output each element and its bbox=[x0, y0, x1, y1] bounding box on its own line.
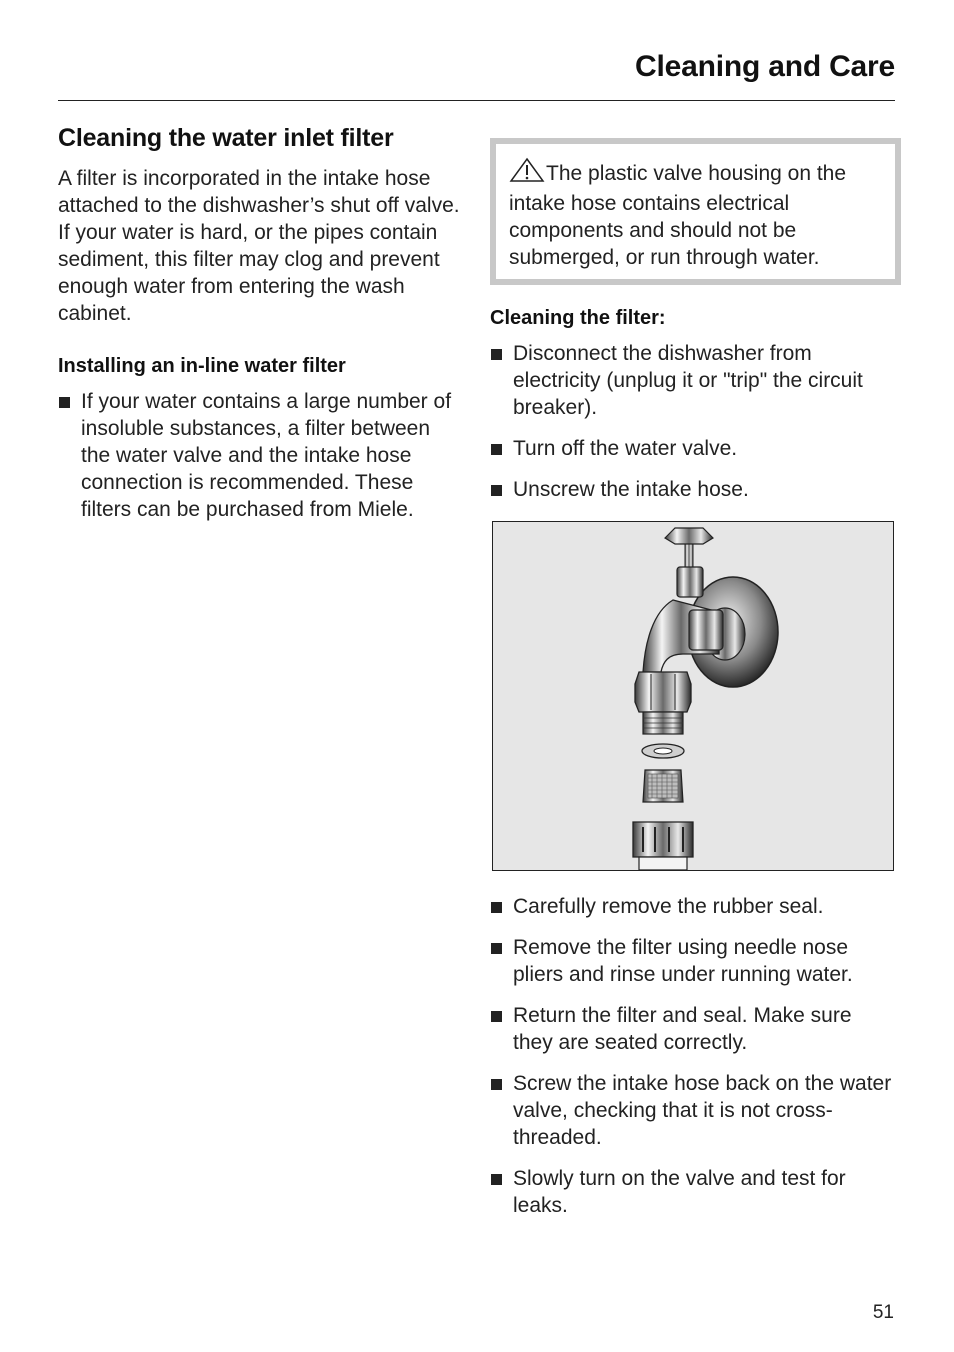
intro-paragraph: A filter is incorporated in the intake hose attached to the dishwasher’s shut off valve. If your water is hard, or the pipes contain sediment, this filter may clog and prevent enough water from entering the wash cabinet. bbox=[58, 167, 460, 325]
list-item-text: If your water contains a large number of insoluble substances, a filter between the water valve and the intake hose connection is recommended. These filters can be purchased from Miele. bbox=[81, 390, 452, 521]
list-item-text: Return the filter and seal. Make sure they are seated correctly. bbox=[513, 1004, 852, 1054]
list-item bbox=[490, 476, 895, 503]
list-item bbox=[490, 1165, 895, 1219]
inline-filter-list bbox=[58, 388, 463, 523]
square-bullet-icon bbox=[491, 943, 502, 954]
right-column bbox=[490, 138, 895, 1233]
warning-triangle-icon bbox=[509, 157, 545, 190]
list-item bbox=[490, 1070, 895, 1151]
page-heading: Cleaning the water inlet filter bbox=[58, 124, 394, 152]
square-bullet-icon bbox=[491, 902, 502, 913]
cleaning-steps-list bbox=[490, 340, 895, 503]
list-item bbox=[58, 388, 463, 523]
warning-text: The plastic valve housing on the intake hose contains electrical components and should not be submerged, or run through water. bbox=[509, 162, 847, 269]
list-item bbox=[490, 435, 895, 462]
square-bullet-icon bbox=[491, 485, 502, 496]
list-item bbox=[490, 893, 895, 920]
subheading-inline-filter: Installing an in-line water filter bbox=[58, 355, 346, 377]
list-item bbox=[490, 340, 895, 421]
list-item-text: Screw the intake hose back on the water valve, checking that it is not cross-threaded. bbox=[513, 1072, 892, 1149]
square-bullet-icon bbox=[491, 1011, 502, 1022]
list-item bbox=[490, 934, 895, 988]
list-item-text: Unscrew the intake hose. bbox=[513, 478, 749, 501]
list-item-text: Turn off the water valve. bbox=[513, 437, 738, 460]
list-item-text: Remove the filter using needle nose pliers and rinse under running water. bbox=[513, 936, 853, 986]
left-column bbox=[58, 124, 463, 537]
subheading-cleaning-filter: Cleaning the filter: bbox=[490, 307, 666, 329]
water-valve-filter-illustration bbox=[492, 521, 894, 871]
square-bullet-icon bbox=[491, 349, 502, 360]
warning-text-block bbox=[509, 157, 881, 271]
list-item bbox=[490, 1002, 895, 1056]
list-item-text: Slowly turn on the valve and test for leaks. bbox=[513, 1167, 846, 1217]
square-bullet-icon bbox=[491, 1079, 502, 1090]
list-item-text: Carefully remove the rubber seal. bbox=[513, 895, 824, 918]
warning-box bbox=[490, 138, 901, 285]
list-item-text: Disconnect the dishwasher from electricity (unplug it or "trip" the circuit breaker). bbox=[513, 342, 863, 419]
page-number: 51 bbox=[872, 1302, 894, 1323]
header-divider bbox=[58, 100, 895, 101]
square-bullet-icon bbox=[491, 1174, 502, 1185]
square-bullet-icon bbox=[491, 444, 502, 455]
section-title: Cleaning and Care bbox=[635, 50, 895, 83]
square-bullet-icon bbox=[59, 397, 70, 408]
cleaning-steps-list-continued bbox=[490, 893, 895, 1219]
